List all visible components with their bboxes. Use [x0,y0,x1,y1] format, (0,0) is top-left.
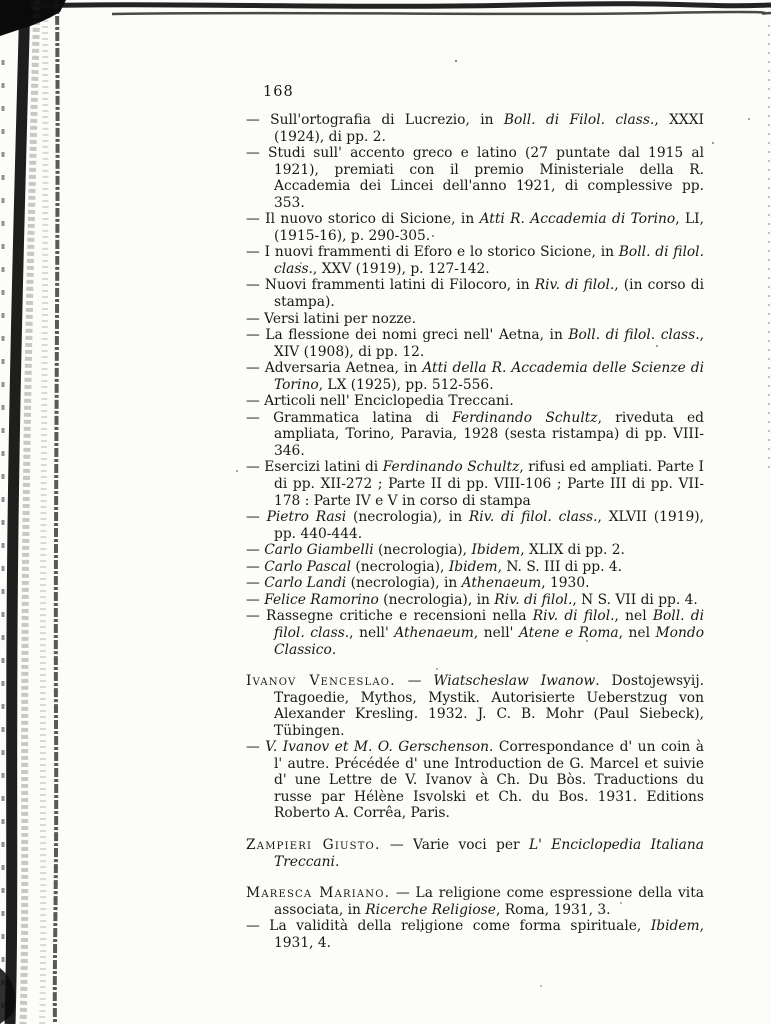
entry-text: (necrologia), [373,542,472,559]
scan-bottom-blob [0,968,15,1024]
entry-text: — Grammatica latina di [246,409,453,426]
work-title: Pietro Rasi [266,509,347,526]
entry-text: , XXXI (1924), di pp. 2. [274,112,704,145]
entry-text: — Studi sull' accento greco e latino (27 puntate dal 1915 al 1921), premiati con il premio Ministeriale della R. Accademia dei Lincei dell'anno 1921, di complessive pp. 353. [246,145,704,211]
entry-text: , nell' [473,624,519,641]
work-title: L' Enciclopedia Italiana Treccani [274,836,704,870]
bib-section [246,885,704,951]
entry-text: (necrologia), in [346,509,469,526]
bib-entry [246,837,704,870]
bib-section [246,112,704,658]
bib-entry [246,393,704,410]
entry-text: , N S. VII di pp. 4. [572,591,698,608]
entry-text: — [246,591,265,608]
entry-text: — Varie voci per [380,836,529,853]
entry-text: — Versi latini per nozze. [246,310,417,327]
entry-text: — Sull'ortografia di Lucrezio, in [246,112,504,128]
entry-text: , XXV (1919), p. 127-142. [312,260,490,277]
entry-text: — [246,509,267,526]
author-name: Zampieri Giusto. [246,836,381,853]
bib-entry [246,673,704,739]
work-title: Boll. di filol. class. [568,327,700,344]
entry-text: , XLIX di pp. 2. [520,542,625,559]
scan-corner-blob [0,0,66,36]
bib-entry [246,410,704,460]
scan-top-edge-line-2 [112,12,771,14]
bib-entry [246,277,704,310]
entry-text: — Adversaria Aetnea, in [246,360,423,377]
entry-text: — La religione come espressione della vita associata, in [274,885,704,918]
work-title: Ricerche Religiose [365,901,496,918]
work-title: Riv. di filol. [494,591,573,608]
entry-text: (necrologia), in [378,591,495,608]
bib-entry [246,327,704,360]
work-title: Atti della R. Accademia delle Scienze di Torino [274,360,704,393]
bib-entry [246,145,704,211]
work-title: Atti R. Accademia di Torino [479,211,676,228]
work-title: Ibidem [650,918,700,935]
entry-text: , 1931, 4. [274,918,704,951]
bib-entry [246,575,704,592]
work-title: Riv. di filol. [534,277,615,294]
work-title: Riv. di filol. [532,608,615,625]
scan-binding-streak-main [10,0,25,1024]
bibliography [246,112,704,951]
entry-text: , Roma, 1931, 3. [495,901,611,918]
work-title: Boll. di Filol. class. [503,112,655,128]
scan-binding-speckle-column [42,20,45,1024]
entry-text: . [334,853,340,870]
entry-text: . [331,641,337,658]
entry-text: — Nuovi frammenti latini di Filocoro, in [246,277,535,294]
entry-text: , XIV (1908), di pp. 12. [274,327,704,360]
entry-text: , N. S. III di pp. 4. [497,558,623,575]
scan-binding-streak-echo [23,0,37,1024]
bib-entry [246,112,704,145]
bib-entry [246,918,704,951]
entry-text: (necrologia), [351,558,449,575]
entry-text: — La validità della religione come forma spirituale, [246,918,651,935]
entry-text: , nell' [349,624,395,641]
entry-text: — [246,575,265,592]
work-title: Boll. di filol. class. [274,244,704,277]
work-title: Riv. di filol. class. [468,509,598,526]
entry-text: — I nuovi frammenti di Eforo e lo storico Sicione, in [246,244,619,261]
bib-entry [246,311,704,328]
bib-entry [246,559,704,576]
entry-text: . Correspondance d' un coin à l' autre. Précédée d' une Introduction de G. Marcel et suivie d' une Lettre de V. Ivanov à Ch. Du Bòs. Traductions du russe par Hélène Isvolski et Ch. du Bos. 1931. Editions Roberto A. Corrêa, Paris. [274,739,704,822]
bib-entry [246,360,704,393]
entry-text: , nel [614,608,653,625]
entry-text: , 1930. [541,575,590,592]
bib-entry [246,542,704,559]
entry-text: , rifusi ed ampliati. Parte I di pp. XII-272 ; Parte II di pp. VIII-106 ; Parte III di pp. VII-178 : Parte IV e V in corso di stampa [274,459,704,509]
work-title: V. Ivanov et M. O. Gerschenson [265,739,490,756]
entry-text: — Esercizi latini di [246,459,383,476]
author-name: Ivanov Venceslao. [246,673,396,690]
work-title: Ferdinando Schultz [452,409,598,426]
entry-text: — La flessione dei nomi greci nell' Aetna, in [246,327,569,344]
entry-text: — Il nuovo storico di Sicione, in [246,211,480,228]
work-title: Felice Ramorino [264,591,379,608]
entry-text: — [395,673,434,690]
work-title: Ibidem [448,558,498,575]
entry-text: — [246,739,266,756]
author-name: Maresca Mariano. [246,885,391,902]
scan-crease-line [55,0,58,1024]
bib-entry [246,211,704,244]
work-title: Wiatscheslaw Iwanow [433,673,596,690]
work-title: Atene e Roma [518,624,619,641]
entry-text: , nel [618,624,656,641]
entry-text: , riveduta ed ampliata, Torino, Paravia, 1928 (sesta ristampa) di pp. VIII-346. [274,409,705,459]
bib-entry [246,739,704,822]
work-title: Ferdinando Schultz [382,459,520,476]
page-number: 168 [263,84,294,100]
bib-entry [246,608,704,658]
work-title: Boll. di filol. class. [274,608,704,641]
entry-text: — Rassegne critiche e recensioni nella [246,608,533,625]
work-title: Athenaeum [461,575,542,592]
entry-text: — [246,542,265,559]
bib-entry [246,244,704,277]
scan-speckles [0,0,2,2]
work-title: Mondo Classico [274,624,705,658]
bib-section [246,673,704,822]
work-title: Ibidem [471,542,521,559]
entry-text: , LI, (1915-16), p. 290-305. [274,211,704,244]
entry-text: . Dostojewsyij. Tragoedie, Mythos, Mystik. Autorisierte Ueberstzug von Alexander Kresling. 1932. J. C. B. Mohr (Paul Siebeck), Tübingen. [274,673,704,739]
scan-top-edge-line [28,4,771,7]
work-title: Carlo Giambelli [264,542,374,559]
bib-entry [246,459,704,509]
entry-text: , XLVII (1919), pp. 440-444. [274,509,704,542]
work-title: Carlo Landi [264,575,347,592]
entry-text: — Articoli nell' Enciclopedia Treccani. [246,393,514,410]
work-title: Athenaeum [394,624,474,641]
bib-section [246,837,704,870]
bib-entry [246,509,704,542]
entry-text: (necrologia), in [346,575,462,592]
entry-text: — [246,558,265,575]
entry-text: , (in corso di stampa). [274,277,704,311]
work-title: Carlo Pascal [264,558,352,575]
bib-entry [246,885,704,918]
entry-text: , LX (1925), pp. 512-556. [318,376,494,393]
bib-entry [246,592,704,609]
